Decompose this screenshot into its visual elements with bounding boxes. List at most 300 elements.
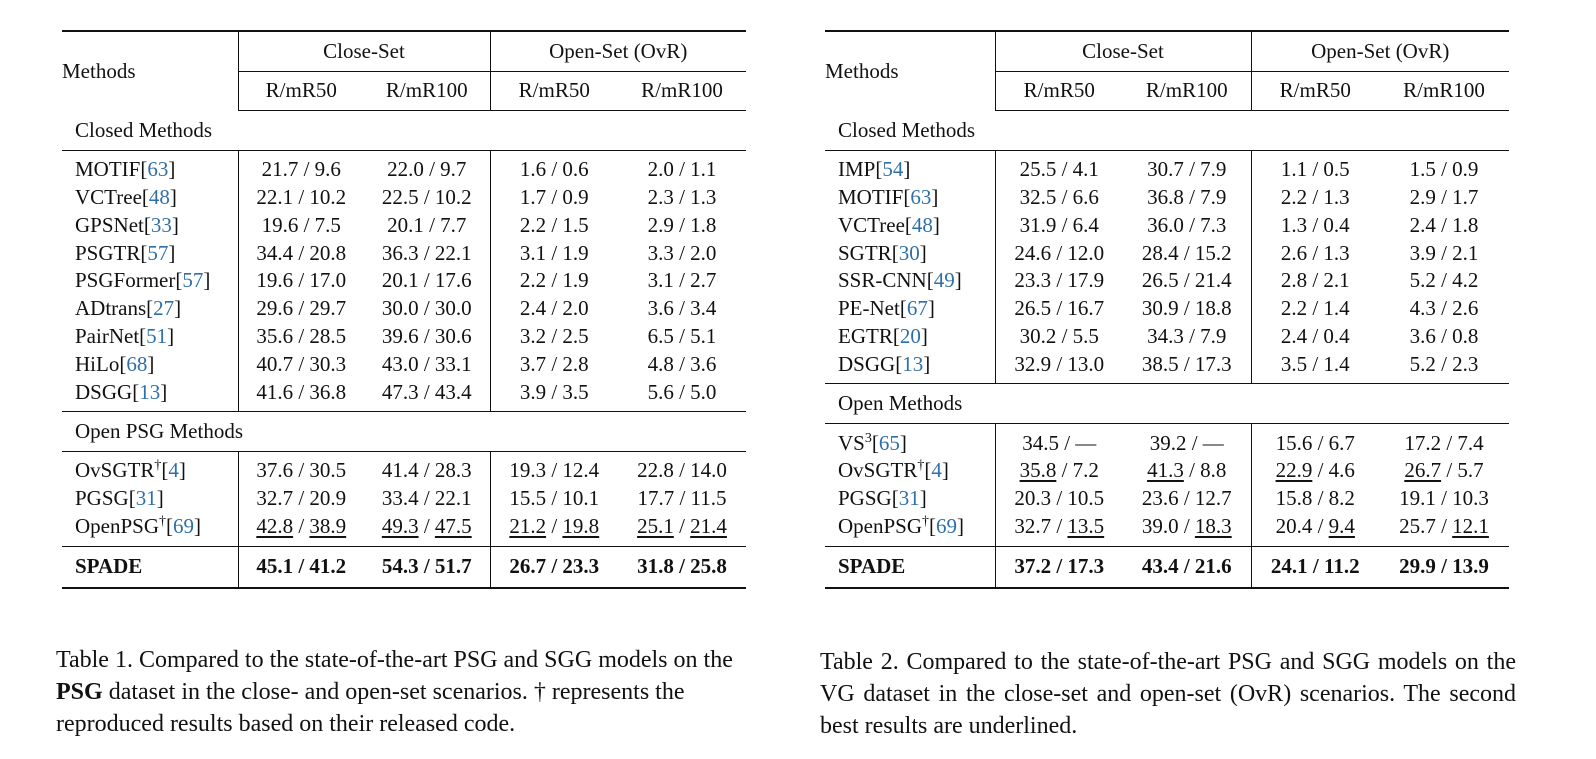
value-text: 31.9 / 6.4 bbox=[1019, 212, 1099, 237]
method-name: PSGFormer bbox=[75, 268, 176, 293]
value-text: 2.8 / 2.1 bbox=[1280, 268, 1350, 293]
value-text: 25.7 / bbox=[1399, 514, 1453, 539]
value-text: 30.2 / 5.5 bbox=[1019, 324, 1099, 349]
value-cell bbox=[1123, 351, 1251, 384]
value-text: / 5.7 bbox=[1441, 458, 1484, 483]
value-text: 21.7 / 9.6 bbox=[261, 157, 341, 182]
table-row bbox=[825, 212, 1509, 240]
value-cell bbox=[238, 323, 364, 351]
second-best-value: 12.1 bbox=[1452, 514, 1489, 539]
value-cell bbox=[1123, 457, 1251, 485]
table-row bbox=[825, 513, 1509, 546]
value-text: 15.8 / 8.2 bbox=[1275, 486, 1355, 511]
value-text: 32.7 / bbox=[1014, 514, 1068, 539]
value-cell bbox=[364, 295, 490, 323]
method-name: PGSG bbox=[838, 486, 892, 511]
second-best-value: 9.4 bbox=[1328, 514, 1355, 539]
citation-link[interactable]: 63 bbox=[910, 185, 932, 210]
value-cell bbox=[1379, 351, 1509, 384]
value-text: 19.1 / 10.3 bbox=[1399, 486, 1489, 511]
dagger-mark: † bbox=[917, 458, 925, 474]
value-text: 1.6 / 0.6 bbox=[519, 157, 589, 182]
column-header: R/mR50 bbox=[238, 72, 364, 111]
best-value-cell: 24.1 / 11.2 bbox=[1251, 546, 1379, 588]
value-text: 28.4 / 15.2 bbox=[1141, 240, 1232, 265]
value-text: 2.9 / 1.8 bbox=[647, 212, 717, 237]
value-text: 3.3 / 2.0 bbox=[647, 240, 717, 265]
value-cell bbox=[1123, 485, 1251, 513]
method-name-cell: PairNet[51] bbox=[75, 324, 175, 349]
table-row bbox=[62, 378, 746, 411]
table-row bbox=[825, 295, 1509, 323]
citation-link[interactable]: 31 bbox=[135, 486, 157, 511]
citation-link[interactable]: 49 bbox=[933, 268, 955, 293]
value-cell bbox=[238, 212, 364, 240]
value-cell bbox=[364, 378, 490, 411]
value-text: 40.7 / 30.3 bbox=[256, 351, 347, 376]
method-name: ADtrans bbox=[75, 296, 147, 321]
column-header: R/mR100 bbox=[1123, 72, 1251, 111]
open-set-header: Open-Set (OvR) bbox=[1251, 31, 1509, 72]
column-header: R/mR50 bbox=[1251, 72, 1379, 111]
value-text: 1.7 / 0.9 bbox=[519, 185, 589, 210]
table-row bbox=[825, 351, 1509, 384]
value-text: / bbox=[293, 514, 310, 539]
value-text: 2.2 / 1.4 bbox=[1280, 296, 1350, 321]
value-text: 22.1 / 10.2 bbox=[256, 185, 347, 210]
final-row bbox=[825, 546, 1509, 588]
column-header: R/mR50 bbox=[995, 72, 1123, 111]
section-label: Open PSG Methods bbox=[62, 412, 746, 452]
value-cell bbox=[1251, 212, 1379, 240]
value-cell bbox=[490, 295, 618, 323]
value-cell bbox=[490, 513, 618, 546]
value-text: 3.9 / 2.1 bbox=[1409, 240, 1479, 265]
open-set-header: Open-Set (OvR) bbox=[490, 31, 746, 72]
method-name-cell: PSGFormer[57] bbox=[75, 268, 211, 293]
method-name: PGSG bbox=[75, 486, 129, 511]
value-cell bbox=[618, 184, 746, 212]
best-value-cell: 26.7 / 23.3 bbox=[490, 546, 618, 588]
value-cell bbox=[1379, 295, 1509, 323]
final-row bbox=[62, 546, 746, 588]
value-text: / 7.2 bbox=[1056, 458, 1099, 483]
value-text: 2.4 / 1.8 bbox=[1409, 212, 1479, 237]
value-text: 5.2 / 2.3 bbox=[1409, 351, 1479, 376]
value-cell bbox=[1123, 151, 1251, 184]
value-cell bbox=[1379, 323, 1509, 351]
value-text: 20.3 / 10.5 bbox=[1014, 486, 1105, 511]
value-cell bbox=[995, 323, 1123, 351]
value-text: 2.2 / 1.9 bbox=[519, 268, 589, 293]
column-header: R/mR100 bbox=[618, 72, 746, 111]
value-text: 3.2 / 2.5 bbox=[519, 324, 589, 349]
dagger-mark: † bbox=[159, 514, 167, 530]
table-row bbox=[62, 295, 746, 323]
value-cell bbox=[995, 212, 1123, 240]
value-text: 37.6 / 30.5 bbox=[256, 458, 347, 483]
value-text: 3.7 / 2.8 bbox=[519, 351, 589, 376]
method-name-cell: PGSG[31] bbox=[75, 486, 164, 511]
citation-link[interactable]: 31 bbox=[898, 486, 920, 511]
value-cell bbox=[238, 184, 364, 212]
method-name-cell: MOTIF[63] bbox=[838, 185, 939, 210]
value-text: 19.6 / 17.0 bbox=[256, 268, 347, 293]
method-name: VCTree bbox=[838, 212, 905, 237]
method-name-cell: SSR-CNN[49] bbox=[838, 268, 962, 293]
value-text: 15.5 / 10.1 bbox=[509, 486, 600, 511]
method-name-cell bbox=[825, 546, 995, 588]
value-cell bbox=[490, 267, 618, 295]
citation-link[interactable]: 13 bbox=[902, 351, 924, 376]
value-cell bbox=[618, 239, 746, 267]
table-1 bbox=[62, 30, 746, 589]
section-label: Closed Methods bbox=[62, 111, 746, 151]
value-cell bbox=[1251, 457, 1379, 485]
value-text: 41.6 / 36.8 bbox=[256, 379, 347, 404]
value-text: 3.1 / 1.9 bbox=[519, 240, 589, 265]
close-set-header: Close-Set bbox=[995, 31, 1251, 72]
citation-link[interactable]: 48 bbox=[148, 185, 170, 210]
value-cell bbox=[490, 151, 618, 184]
best-value-cell: 43.4 / 21.6 bbox=[1123, 546, 1251, 588]
value-cell bbox=[1251, 323, 1379, 351]
method-name: OvSGTR bbox=[838, 458, 918, 483]
method-name: SSR-CNN bbox=[838, 268, 927, 293]
caption-text: dataset in the close- and open-set scenarios. † represents the reproduced results based on their released code. bbox=[56, 679, 685, 737]
citation-link[interactable]: 57 bbox=[147, 240, 169, 265]
value-cell bbox=[995, 424, 1123, 457]
value-text: 22.0 / 9.7 bbox=[387, 157, 467, 182]
value-text: 47.3 / 43.4 bbox=[381, 379, 472, 404]
method-name: PairNet bbox=[75, 324, 140, 349]
value-text: 2.9 / 1.7 bbox=[1409, 185, 1479, 210]
citation-link[interactable]: 27 bbox=[153, 296, 175, 321]
value-text: / bbox=[546, 514, 563, 539]
value-cell bbox=[618, 151, 746, 184]
value-text: 39.2 / — bbox=[1149, 430, 1224, 455]
value-cell bbox=[490, 212, 618, 240]
table-row bbox=[62, 151, 746, 184]
value-text: / bbox=[673, 514, 691, 539]
value-cell bbox=[1251, 151, 1379, 184]
value-cell bbox=[364, 212, 490, 240]
value-cell bbox=[995, 351, 1123, 384]
value-cell bbox=[1379, 457, 1509, 485]
value-cell bbox=[1379, 267, 1509, 295]
value-text: / 8.8 bbox=[1183, 458, 1227, 483]
method-name-cell: PE-Net[67] bbox=[838, 296, 935, 321]
method-name-cell: MOTIF[63] bbox=[75, 157, 176, 182]
value-text: 39.0 / bbox=[1141, 514, 1195, 539]
value-cell bbox=[364, 351, 490, 379]
value-cell bbox=[1379, 239, 1509, 267]
value-text: 30.0 / 30.0 bbox=[381, 296, 472, 321]
results-table bbox=[825, 30, 1509, 589]
method-name-cell: IMP[54] bbox=[838, 157, 911, 182]
method-name-cell: OpenPSG†[69] bbox=[75, 514, 202, 539]
method-name: DSGG bbox=[75, 379, 133, 404]
second-best-value: 41.3 bbox=[1147, 458, 1184, 483]
value-text: 1.1 / 0.5 bbox=[1280, 157, 1350, 182]
table-row bbox=[62, 452, 746, 485]
value-text: 19.6 / 7.5 bbox=[261, 212, 341, 237]
table-row bbox=[62, 267, 746, 295]
method-superscript: 3 bbox=[864, 430, 872, 446]
caption-text: Table 1. Compared to the state-of-the-art PSG and SGG models on the bbox=[56, 647, 733, 673]
value-text: 1.3 / 0.4 bbox=[1280, 212, 1350, 237]
method-name-cell: $VS^3[65]$ bbox=[838, 430, 907, 455]
value-text: 4.8 / 3.6 bbox=[647, 351, 717, 376]
value-text: 3.5 / 1.4 bbox=[1280, 351, 1350, 376]
method-name-cell: VCTree[48] bbox=[838, 212, 940, 237]
table-row bbox=[825, 184, 1509, 212]
method-name-cell bbox=[62, 546, 238, 588]
column-header: R/mR100 bbox=[364, 72, 490, 111]
value-cell bbox=[1379, 151, 1509, 184]
method-name: VCTree bbox=[75, 185, 142, 210]
value-cell bbox=[618, 351, 746, 379]
citation-link[interactable]: 54 bbox=[882, 157, 904, 182]
table-2-caption bbox=[820, 646, 1516, 742]
value-text: 4.3 / 2.6 bbox=[1409, 296, 1479, 321]
value-cell bbox=[1123, 267, 1251, 295]
value-text: 33.4 / 22.1 bbox=[381, 486, 472, 511]
value-cell bbox=[995, 457, 1123, 485]
value-cell bbox=[1379, 184, 1509, 212]
value-cell bbox=[618, 378, 746, 411]
table-body bbox=[825, 111, 1509, 588]
value-cell bbox=[1251, 267, 1379, 295]
value-cell bbox=[1251, 485, 1379, 513]
value-text: 36.0 / 7.3 bbox=[1147, 212, 1227, 237]
value-cell bbox=[1251, 184, 1379, 212]
value-text: 5.2 / 4.2 bbox=[1409, 268, 1479, 293]
citation-link[interactable]: 67 bbox=[906, 296, 928, 321]
value-text: 15.6 / 6.7 bbox=[1275, 430, 1355, 455]
second-best-value: 49.3 bbox=[381, 514, 419, 539]
method-name-cell: OvSGTR†[4] bbox=[75, 458, 186, 483]
method-name: SGTR bbox=[838, 240, 892, 265]
citation-link[interactable]: 4 bbox=[168, 458, 179, 483]
value-cell bbox=[364, 239, 490, 267]
table-row bbox=[825, 323, 1509, 351]
value-cell bbox=[1379, 485, 1509, 513]
method-name: SPADE bbox=[75, 553, 143, 578]
table-row bbox=[62, 485, 746, 513]
method-name-cell: SGTR[30] bbox=[838, 240, 927, 265]
value-text: 26.5 / 16.7 bbox=[1014, 296, 1105, 321]
value-text: / 4.6 bbox=[1312, 458, 1355, 483]
value-text: 32.7 / 20.9 bbox=[256, 486, 347, 511]
value-text: 6.5 / 5.1 bbox=[647, 324, 717, 349]
value-text: 2.4 / 0.4 bbox=[1280, 324, 1350, 349]
value-cell bbox=[1123, 424, 1251, 457]
results-table bbox=[62, 30, 746, 589]
value-text: 41.4 / 28.3 bbox=[381, 458, 472, 483]
value-cell bbox=[364, 513, 490, 546]
value-cell bbox=[490, 452, 618, 485]
second-best-value: 38.9 bbox=[309, 514, 347, 539]
citation-link[interactable]: 65 bbox=[878, 430, 900, 455]
value-cell bbox=[1379, 513, 1509, 546]
value-text: 2.0 / 1.1 bbox=[647, 157, 717, 182]
second-best-value: 13.5 bbox=[1067, 514, 1105, 539]
table-row bbox=[62, 184, 746, 212]
method-name-cell: EGTR[20] bbox=[838, 324, 928, 349]
value-cell bbox=[490, 184, 618, 212]
section-label: Open Methods bbox=[825, 384, 1509, 424]
second-best-value: 25.1 bbox=[637, 514, 674, 539]
second-best-value: 21.4 bbox=[690, 514, 727, 539]
table-row bbox=[825, 151, 1509, 184]
citation-link[interactable]: 68 bbox=[126, 351, 148, 376]
best-value-cell: 29.9 / 13.9 bbox=[1379, 546, 1509, 588]
value-cell bbox=[1123, 323, 1251, 351]
value-cell bbox=[618, 323, 746, 351]
value-text: 1.5 / 0.9 bbox=[1409, 157, 1479, 182]
second-best-value: 35.8 bbox=[1019, 458, 1057, 483]
value-cell bbox=[238, 485, 364, 513]
value-text: 3.1 / 2.7 bbox=[647, 268, 717, 293]
value-text: 22.5 / 10.2 bbox=[381, 185, 472, 210]
value-text: 17.7 / 11.5 bbox=[637, 486, 727, 511]
method-name: MOTIF bbox=[75, 157, 141, 182]
citation-link[interactable]: 63 bbox=[147, 157, 169, 182]
best-value-cell: 37.2 / 17.3 bbox=[995, 546, 1123, 588]
value-cell bbox=[238, 151, 364, 184]
table-row bbox=[825, 457, 1509, 485]
citation-link[interactable]: 20 bbox=[899, 324, 921, 349]
value-cell bbox=[364, 485, 490, 513]
citation-link[interactable]: 51 bbox=[146, 324, 168, 349]
value-cell bbox=[238, 351, 364, 379]
value-cell bbox=[995, 295, 1123, 323]
table-row bbox=[62, 513, 746, 546]
caption-text: Table 2. Compared to the state-of-the-art PSG and SGG models on the VG dataset in the close-set and open-set (OvR) scenarios. The second best results are underlined. bbox=[820, 649, 1516, 739]
method-name-cell: DSGG[13] bbox=[825, 351, 995, 384]
value-text: 34.3 / 7.9 bbox=[1147, 324, 1227, 349]
best-value-cell: 45.1 / 41.2 bbox=[238, 546, 364, 588]
citation-link[interactable]: 33 bbox=[150, 212, 172, 237]
methods-header: Methods bbox=[62, 58, 136, 83]
citation-link[interactable]: 48 bbox=[911, 212, 933, 237]
method-name-cell: HiLo[68] bbox=[75, 351, 155, 376]
value-cell bbox=[1251, 295, 1379, 323]
method-name: OpenPSG bbox=[838, 514, 923, 539]
value-cell bbox=[995, 485, 1123, 513]
value-text: 34.4 / 20.8 bbox=[256, 240, 347, 265]
value-cell bbox=[618, 513, 746, 546]
value-cell bbox=[1123, 212, 1251, 240]
value-cell bbox=[1123, 513, 1251, 546]
value-cell bbox=[1379, 424, 1509, 457]
value-cell bbox=[1251, 513, 1379, 546]
value-cell bbox=[238, 378, 364, 411]
method-name: VS bbox=[838, 430, 865, 455]
citation-link[interactable]: 30 bbox=[898, 240, 920, 265]
value-cell bbox=[618, 485, 746, 513]
best-value-cell: 54.3 / 51.7 bbox=[364, 546, 490, 588]
value-cell bbox=[618, 267, 746, 295]
value-text: 38.5 / 17.3 bbox=[1141, 351, 1232, 376]
second-best-value: 18.3 bbox=[1194, 514, 1232, 539]
table-row bbox=[62, 212, 746, 240]
value-text: 30.9 / 18.8 bbox=[1141, 296, 1232, 321]
value-text: 32.9 / 13.0 bbox=[1014, 351, 1105, 376]
value-cell bbox=[490, 239, 618, 267]
value-cell bbox=[1123, 239, 1251, 267]
method-name: PE-Net bbox=[838, 296, 900, 321]
value-text: / bbox=[418, 514, 435, 539]
value-text: 2.2 / 1.3 bbox=[1280, 185, 1350, 210]
section-header bbox=[825, 111, 1509, 151]
citation-link[interactable]: 69 bbox=[173, 514, 195, 539]
value-text: 35.6 / 28.5 bbox=[256, 324, 347, 349]
second-best-value: 42.8 bbox=[256, 514, 294, 539]
value-text: 2.6 / 1.3 bbox=[1280, 240, 1350, 265]
dagger-mark: † bbox=[154, 458, 162, 474]
value-cell bbox=[238, 452, 364, 485]
table-row bbox=[825, 267, 1509, 295]
value-cell bbox=[1251, 239, 1379, 267]
header-row bbox=[825, 31, 1509, 72]
value-cell bbox=[618, 212, 746, 240]
value-cell bbox=[364, 267, 490, 295]
value-cell bbox=[238, 513, 364, 546]
citation-link[interactable]: 69 bbox=[936, 514, 958, 539]
value-text: 32.5 / 6.6 bbox=[1019, 185, 1099, 210]
value-text: 3.6 / 3.4 bbox=[647, 296, 717, 321]
dataset-name: PSG bbox=[56, 679, 103, 705]
value-text: 29.6 / 29.7 bbox=[256, 296, 347, 321]
table-body bbox=[62, 111, 746, 588]
value-cell bbox=[490, 323, 618, 351]
value-text: 23.3 / 17.9 bbox=[1014, 268, 1105, 293]
value-cell bbox=[238, 295, 364, 323]
section-label: Closed Methods bbox=[825, 111, 1509, 151]
value-text: 23.6 / 12.7 bbox=[1141, 486, 1232, 511]
method-name: GPSNet bbox=[75, 212, 144, 237]
value-text: 30.7 / 7.9 bbox=[1147, 157, 1227, 182]
value-text: 20.1 / 17.6 bbox=[381, 268, 472, 293]
value-text: 20.4 / bbox=[1275, 514, 1329, 539]
value-cell bbox=[1123, 295, 1251, 323]
value-cell bbox=[364, 452, 490, 485]
dagger-mark: † bbox=[922, 514, 930, 530]
method-name: OvSGTR bbox=[75, 458, 155, 483]
table-2 bbox=[825, 30, 1509, 589]
table-row bbox=[825, 424, 1509, 457]
table-row bbox=[62, 323, 746, 351]
method-name: DSGG bbox=[838, 351, 896, 376]
method-name-cell: OvSGTR†[4] bbox=[838, 458, 949, 483]
citation-link[interactable]: 13 bbox=[139, 379, 161, 404]
value-text: 36.8 / 7.9 bbox=[1147, 185, 1227, 210]
value-text: 24.6 / 12.0 bbox=[1014, 240, 1105, 265]
value-cell bbox=[238, 239, 364, 267]
value-text: 22.8 / 14.0 bbox=[637, 458, 727, 483]
value-cell bbox=[238, 267, 364, 295]
value-cell bbox=[995, 151, 1123, 184]
table-row bbox=[825, 485, 1509, 513]
citation-link[interactable]: 4 bbox=[931, 458, 942, 483]
section-header bbox=[62, 412, 746, 452]
method-name: IMP bbox=[838, 157, 876, 182]
value-text: 2.4 / 2.0 bbox=[519, 296, 589, 321]
section-header bbox=[62, 111, 746, 151]
citation-link[interactable]: 57 bbox=[182, 268, 204, 293]
